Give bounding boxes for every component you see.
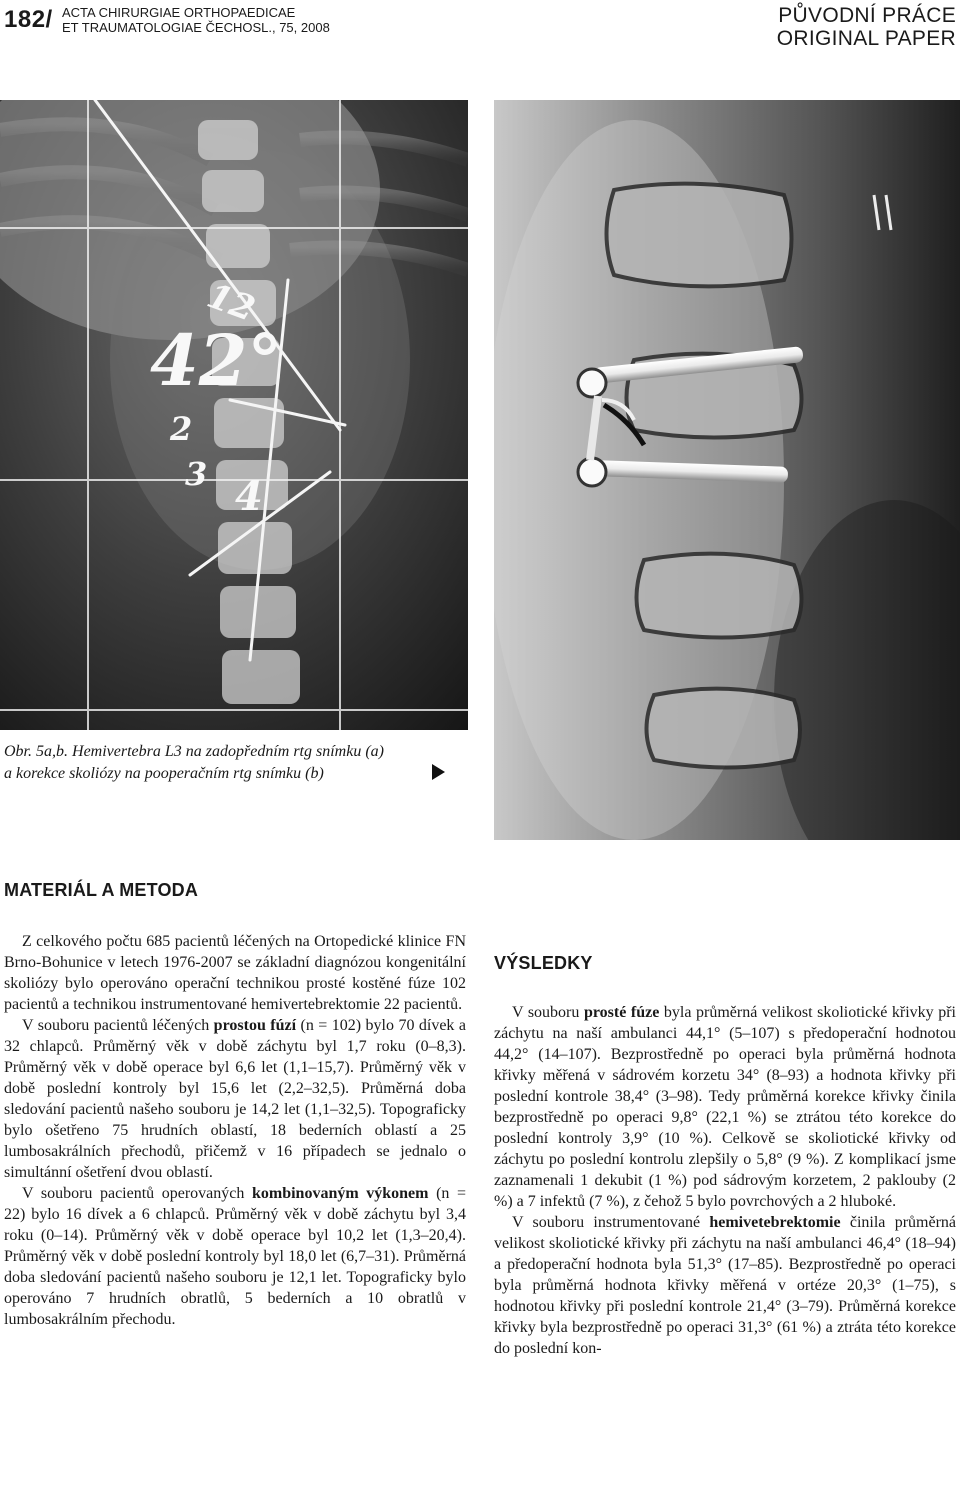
results-column xyxy=(494,1002,956,1359)
xray-image-b xyxy=(494,100,960,840)
annotation-2: 2 xyxy=(170,410,193,448)
results-paragraph-2 xyxy=(494,1212,956,1359)
results-p2-text: V souboru instrumentované xyxy=(512,1214,710,1231)
annotation-angle: 42° xyxy=(150,319,283,402)
annotation-4: 4 xyxy=(235,473,263,520)
caption-line-1: Obr. 5a,b. Hemivertebra L3 na zadopředním rtg snímku (a) xyxy=(4,743,384,760)
section-label xyxy=(777,4,956,50)
section-line-2: ORIGINAL PAPER xyxy=(776,27,956,50)
results-p1-bold: prosté fúze xyxy=(583,1004,660,1021)
xray-b-drawing xyxy=(494,100,960,840)
methods-p3-bold: kombinovaným výkonem xyxy=(251,1185,429,1202)
methods-p2-text-cont: (n = 102) bylo 70 dívek a 32 chlapců. Průměrný věk v době záchytu byl 1,7 roku (0–8,3). Průměrný věk v době operace byl 6,6 let (1,1–15,7). Průměrný věk v době poslední kontroly byl 15,6 let (2,2–32,5). Průměrná doba sledování pacientů našeho souboru je 14,2 let (1,1–32,5). Topograficky bylo ošetřeno 75 hrudních oblastí, 18 bederních oblastí a 25 lumbosakrálních přechodů, přičemž v 16 případech se jednalo o simultánní ošetření dvou oblastí. xyxy=(4,1017,466,1181)
results-p1-text-cont: byla průměrná velikost skoliotické křivky při záchytu na naší ambulanci 44,1° (5–107) s předoperační hodnotou 44,2° (14–107). Bezprostředně po operaci byla průměrná hodnota křivky měřená v sádrovém korzetu 34° (8–93) a hodnota křivky při poslední kontrole 38,4° (3–98). Tedy průměrná korekce křivky činila bezprostředně po operaci 9,8° (22,1 %) se ztrátou této korekce do poslední kontroly 3,9° (10 %). Celkově se skoliotické křivky od záchytu po poslední kontrolu zlepšily o 5,8° (9 %). Z komplikací jsme zaznamenali 1 dekubit (1 %) pod sádrovým korzetem, 2 paklouby (2 %) a 7 infektů (7 %), z čehož 5 bylo povrchových a 2 hluboké. xyxy=(494,1004,956,1210)
methods-paragraph-1: Z celkového počtu 685 pacientů léčených na Ortopedické klinice FN Brno-Bohunice v letech 1976-2007 se základní diagnózou kongenitální skoliózy bylo operováno operační technikou prosté kostěné fúze 102 pacientů a technikou instrumentované hemivertebrektomie 22 pacientů. xyxy=(4,933,466,1013)
results-paragraph-1 xyxy=(494,1002,956,1212)
journal-line-1: ACTA CHIRURGIAE ORTHOPAEDICAE xyxy=(62,5,296,20)
methods-p2-bold: prostou fúzí xyxy=(213,1017,297,1034)
methods-p2-text: V souboru pacientů léčených xyxy=(22,1017,214,1034)
methods-p3-text: V souboru pacientů operovaných xyxy=(22,1185,252,1202)
page-number: 182/ xyxy=(4,6,53,33)
methods-paragraph-2 xyxy=(4,1015,466,1183)
results-p2-bold: hemivetebrektomie xyxy=(709,1214,841,1231)
methods-p3-text-cont: (n = 22) bylo 16 dívek a 6 chlapců. Průměrný věk v době záchytu byl 3,4 roku (0–14). Průměrný věk v době operace byl 10,2 let (1,3–20,4). Průměrný věk v době poslední kontroly byl 18,0 let (6,7–31). Průměrná doba sledování pacientů našeho souboru je 12,1 let. Topograficky bylo operováno 7 hrudních obratlů, 5 bederních a 10 obratlů v lumbosakrálním přechodu. xyxy=(4,1185,467,1328)
methods-paragraph-3 xyxy=(4,1183,466,1330)
journal-name xyxy=(62,5,330,35)
caption-line-2: a korekce skoliózy na pooperačním rtg snímku (b) xyxy=(4,765,324,782)
methods-heading: MATERIÁL A METODA xyxy=(4,880,199,900)
section-line-1: PŮVODNÍ PRÁCE xyxy=(778,4,956,27)
xray-image-a xyxy=(0,100,468,730)
figure-caption xyxy=(4,741,474,785)
results-heading: VÝSLEDKY xyxy=(494,953,593,973)
annotation-12: 12 xyxy=(201,275,261,330)
methods-column xyxy=(4,931,466,1330)
results-p1-text: V souboru xyxy=(512,1004,584,1021)
xray-a-drawing xyxy=(0,100,468,730)
journal-line-2: ET TRAUMATOLOGIAE ČECHOSL., 75, 2008 xyxy=(62,20,330,35)
annotation-3: 3 xyxy=(185,455,208,493)
results-p2-text-cont: činila průměrná velikost skoliotické křivky při záchytu na naší ambulanci 46,4° (18–94) a předoperační hodnota byla 51,3° (17–85). Bezprostředně po operaci byla průměrná hodnota křivky měřená v ortéze 20,3° (1–75), s hodnotou křivky při poslední kontrole 21,4° (3–79). Průměrná korekce křivky byla bezprostředně po operaci 31,3° (61 %) a ztráta této korekce do poslední kon- xyxy=(494,1214,956,1357)
caption-arrow-icon xyxy=(432,764,445,780)
